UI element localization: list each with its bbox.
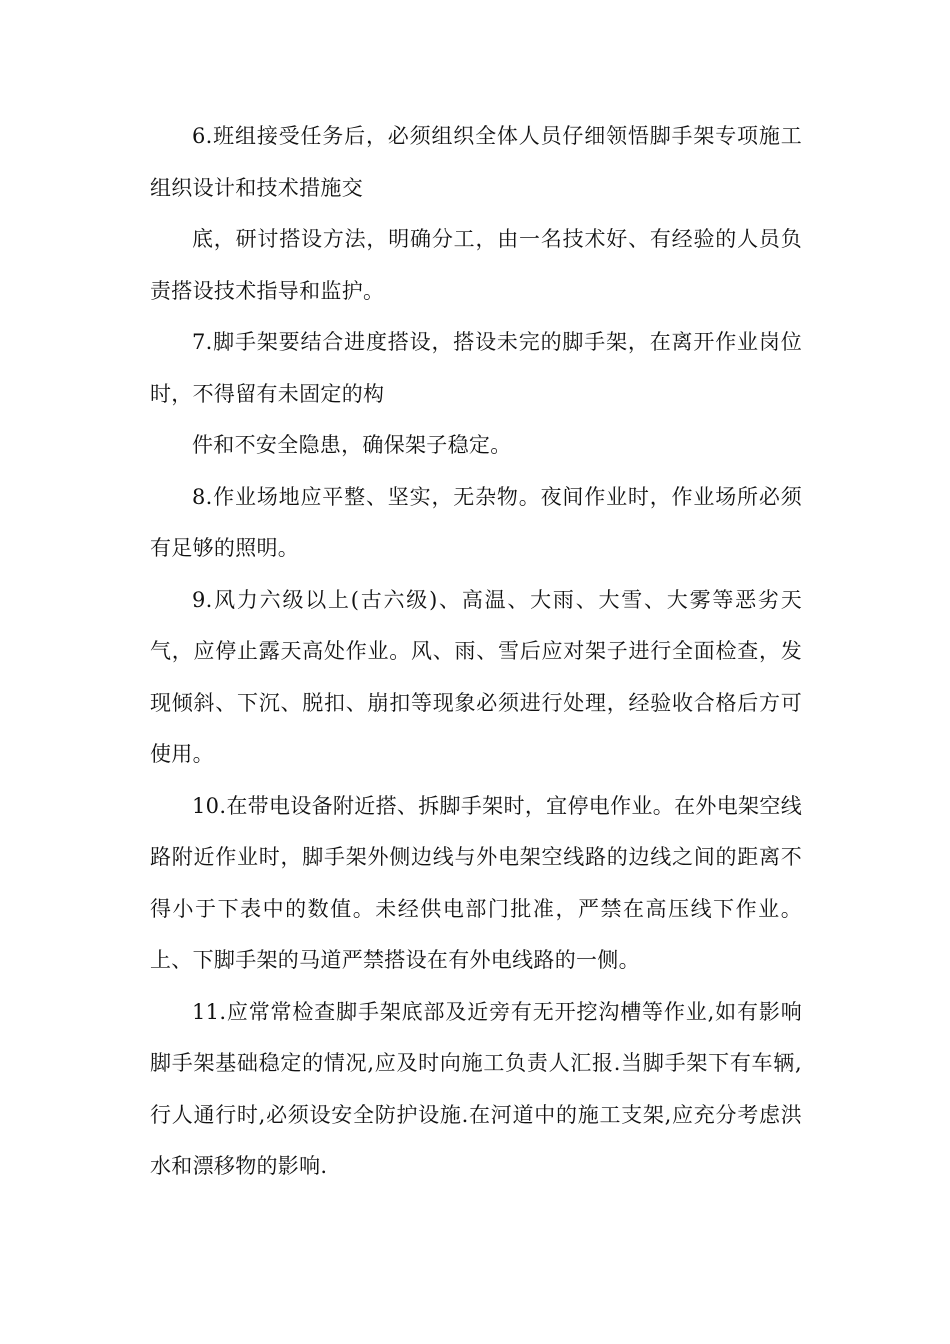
document-body bbox=[150, 111, 802, 1193]
paragraph-8: 8.作业场地应平整、坚实，无杂物。夜间作业时，作业场所必须有足够的照明。 bbox=[150, 484, 802, 560]
paragraph-6: 6.班组接受任务后，必须组织全体人员仔细领悟脚手架专项施工组织设计和技术措施交 bbox=[150, 124, 802, 200]
paragraph-7-continued: 件和不安全隐患，确保架子稳定。 bbox=[192, 433, 512, 457]
paragraph-11: 11.应常常检查脚手架底部及近旁有无开挖沟槽等作业,如有影响脚手架基础稳定的情况,应及时向施工负责人汇报.当脚手架下有车辆,行人通行时,必须设安全防护设施.在河道中的施工支架,应充分考虑洪水和漂移物的影响. bbox=[150, 999, 802, 1178]
paragraph-9: 9.风力六级以上(古六级)、高温、大雨、大雪、大雾等恶劣天气，应停止露天高处作业。风、雨、雪后应对架子进行全面检查，发现倾斜、下沉、脱扣、崩扣等现象必须进行处理，经验收合格后方可使用。 bbox=[150, 587, 802, 766]
paragraph-6-continued: 底，研讨搭设方法，明确分工，由一名技术好、有经验的人员负责搭设技术指导和监护。 bbox=[150, 227, 802, 303]
paragraph-10: 10.在带电设备附近搭、拆脚手架时，宜停电作业。在外电架空线路附近作业时，脚手架外侧边线与外电架空线路的边线之间的距离不得小于下表中的数值。未经供电部门批准，严禁在高压线下作业。上、下脚手架的马道严禁搭设在有外电线路的一侧。 bbox=[150, 793, 802, 972]
paragraph-7: 7.脚手架要结合进度搭设，搭设未完的脚手架，在离开作业岗位时，不得留有未固定的构 bbox=[150, 330, 802, 406]
